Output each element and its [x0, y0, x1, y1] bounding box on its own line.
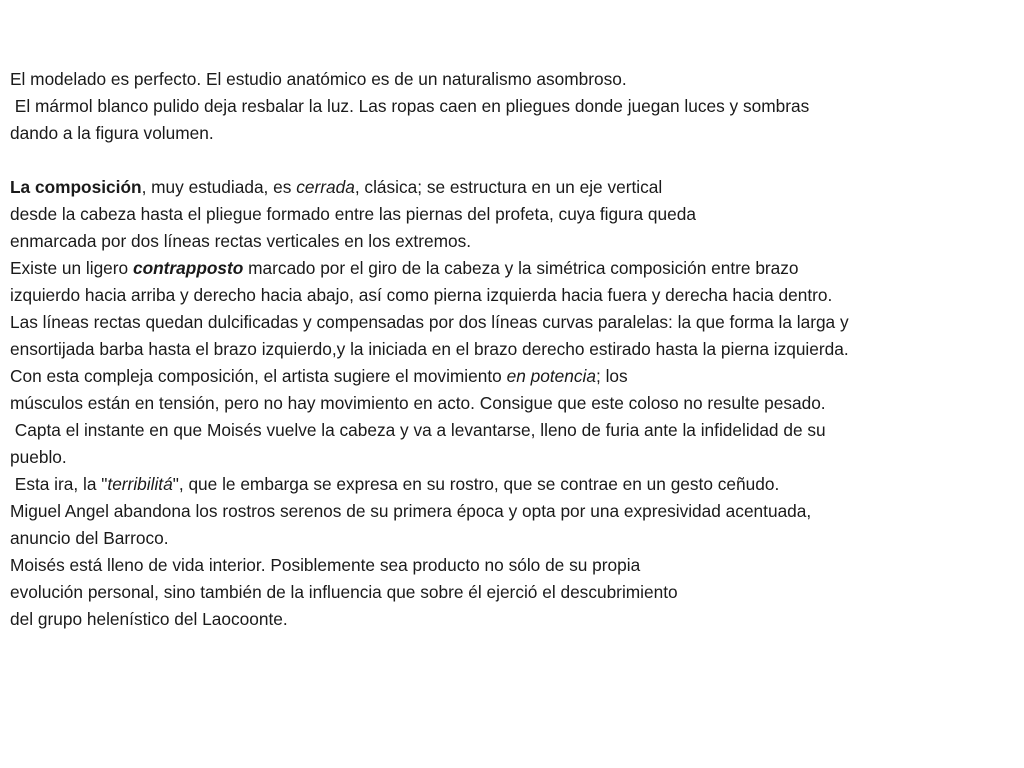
- composition-intro-b: , clásica; se estructura en un eje vertical: [354, 177, 663, 197]
- text-line-pueblo: pueblo.: [10, 447, 67, 467]
- text-line-capta: Capta el instante en que Moisés vuelve la cabeza y va a levantarse, lleno de furia ante la infidelidad de su: [10, 420, 826, 440]
- text-line-barba: ensortijada barba hasta el brazo izquierdo,y la iniciada en el brazo derecho estirado hasta la pierna izquierda.: [10, 339, 849, 359]
- text-line-contrapposto: [10, 255, 1018, 282]
- text-line-miguel: Miguel Angel abandona los rostros serenos de su primera época y opta por una expresividad acentuada,: [10, 501, 812, 521]
- blank-line: [10, 147, 1018, 174]
- text-line-ira: [10, 471, 1018, 498]
- composition-intro-em: cerrada: [296, 177, 355, 197]
- ira-b: ", que le embarga se expresa en su rostro, que se contrae en un gesto ceñudo.: [172, 474, 780, 494]
- text-line-potencia: [10, 363, 1018, 390]
- ira-a: Esta ira, la ": [10, 474, 108, 494]
- text-line-eje-2: desde la cabeza hasta el pliegue formado entre las piernas del profeta, cuya figura queda: [10, 204, 696, 224]
- composition-intro-a: , muy estudiada, es: [141, 177, 297, 197]
- text-line-evolucion: evolución personal, sino también de la influencia que sobre él ejerció el descubrimiento: [10, 582, 678, 602]
- text-line-volumen: dando a la figura volumen.: [10, 123, 214, 143]
- text-line-grupo: del grupo helenístico del Laocoonte.: [10, 609, 288, 629]
- text-line-anuncio: anuncio del Barroco.: [10, 528, 169, 548]
- text-line-eje-3: enmarcada por dos líneas rectas verticales en los extremos.: [10, 231, 472, 251]
- contrapposto-term: contrapposto: [132, 258, 244, 278]
- text-line-brazo: izquierdo hacia arriba y derecho hacia abajo, así como pierna izquierda hacia fuera y derecha hacia dentro.: [10, 285, 833, 305]
- text-line-modelado: El modelado es perfecto. El estudio anatómico es de un naturalismo asombroso.: [10, 69, 627, 89]
- text-line-rectas: Las líneas rectas quedan dulcificadas y compensadas por dos líneas curvas paralelas: la que forma la larga y: [10, 312, 849, 332]
- text-line-marmol: El mármol blanco pulido deja resbalar la luz. Las ropas caen en pliegues donde juegan luces y sombras: [10, 96, 810, 116]
- ira-em: terribilitá: [107, 474, 173, 494]
- contrapposto-b: marcado por el giro de la cabeza y la simétrica composición entre brazo: [243, 258, 799, 278]
- potencia-em: en potencia: [506, 366, 596, 386]
- text-line-moises: Moisés está lleno de vida interior. Posiblemente sea producto no sólo de su propia: [10, 555, 641, 575]
- composition-heading: La composición: [10, 177, 142, 197]
- potencia-b: ; los: [595, 366, 628, 386]
- text-line-composicion: [10, 174, 1018, 201]
- contrapposto-a: Existe un ligero: [10, 258, 133, 278]
- text-line-musculos: músculos están en tensión, pero no hay movimiento en acto. Consigue que este coloso no resulte pesado.: [10, 393, 826, 413]
- text-body: [10, 66, 1018, 633]
- potencia-a: Con esta compleja composición, el artista sugiere el movimiento: [10, 366, 507, 386]
